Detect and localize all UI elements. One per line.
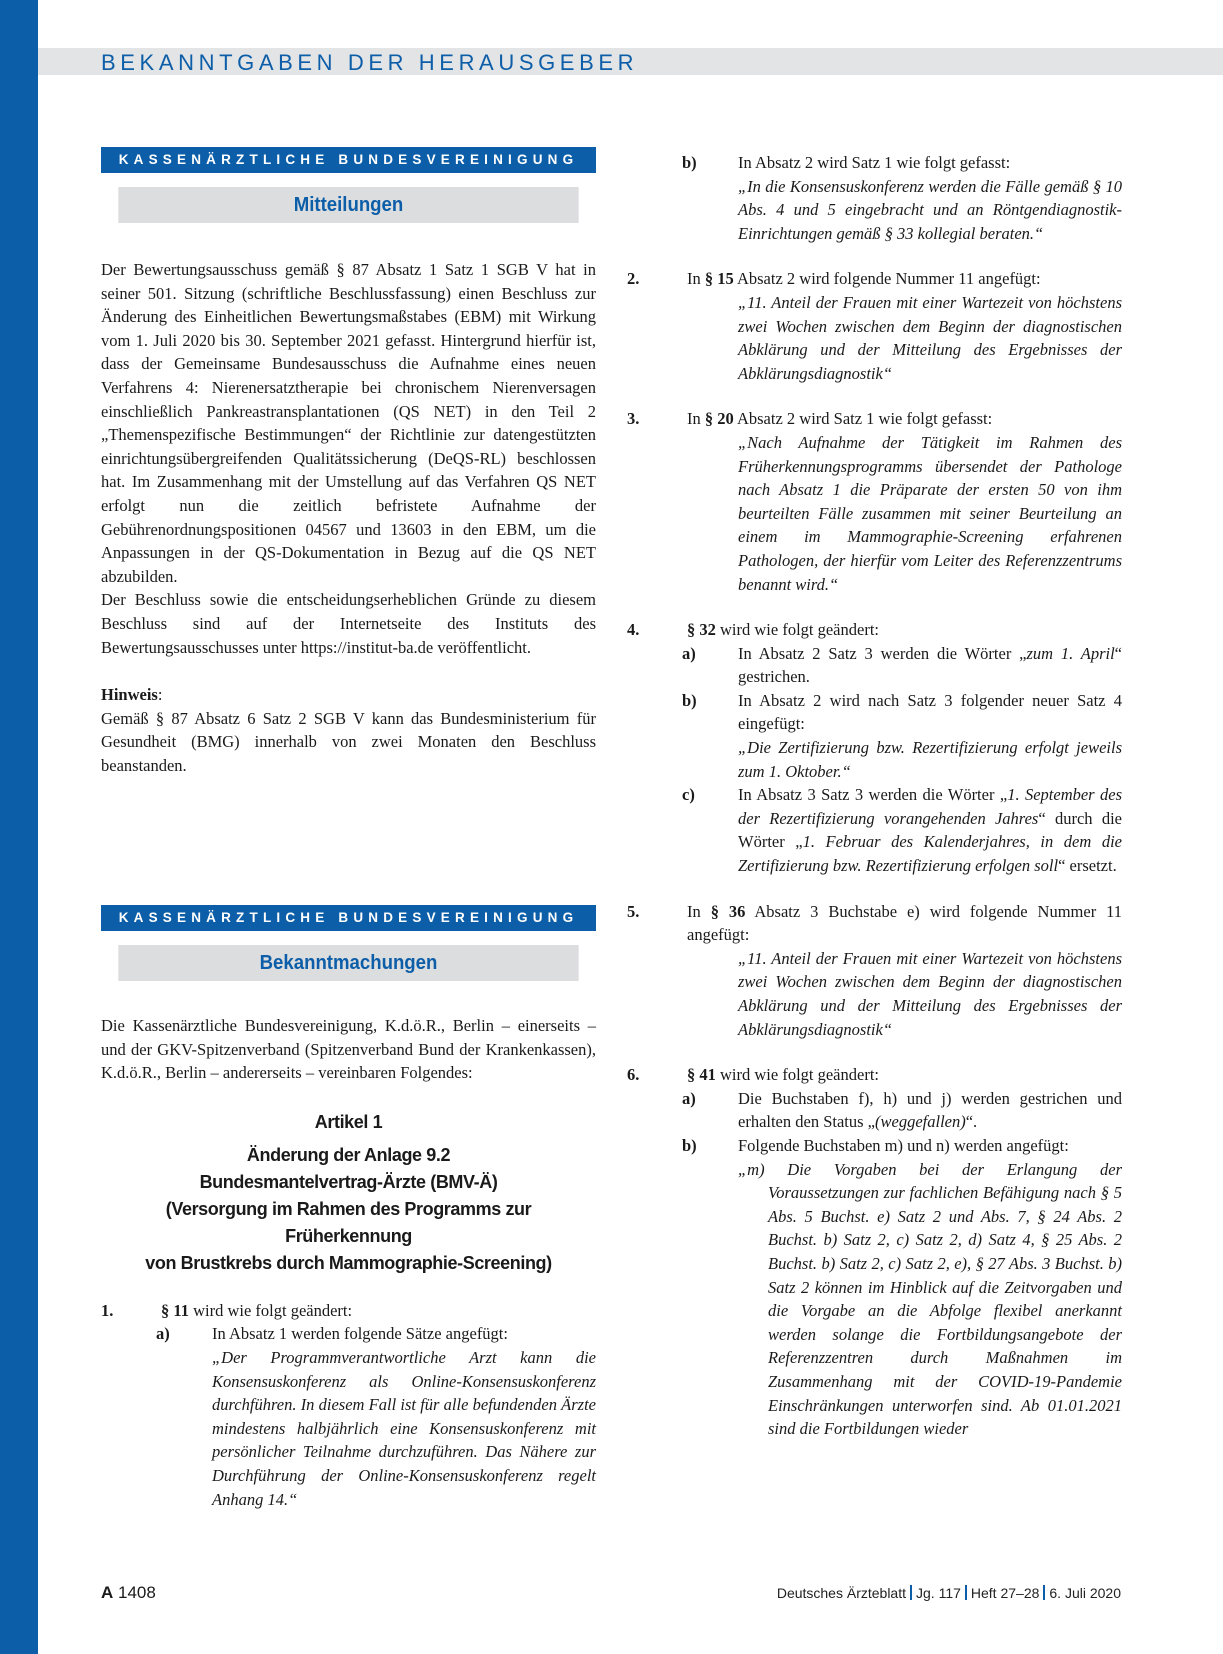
right-column bbox=[627, 151, 1122, 1441]
section-title: Mitteilungen bbox=[118, 187, 578, 223]
list-item: 4. § 32 wird wie folgt geändert: bbox=[627, 620, 879, 640]
hint-text: Gemäß § 87 Absatz 6 Satz 2 SGB V kann das Bundesministerium für Gesundheit (BMG) innerhalb von zwei Monaten den Beschluss beanstanden. bbox=[101, 708, 596, 775]
mitteilungen-block bbox=[101, 147, 596, 777]
list-item: 2. In § 15 Absatz 2 wird folgende Nummer 11 angefügt: bbox=[627, 269, 1041, 289]
page-header-title: BEKANNTGABEN DER HERAUSGEBER bbox=[101, 50, 639, 75]
list-item: 6. § 41 wird wie folgt geändert: bbox=[627, 1065, 879, 1085]
intro-paragraph: Die Kassenärztliche Bundesvereinigung, K.d.ö.R., Berlin – einerseits – und der GKV-Spitzenverband (Spitzenverband Bund der Krankenkassen), K.d.ö.R., Berlin – andererseits – vereinbaren Folgendes: bbox=[101, 1016, 596, 1083]
list-item: 5. In § 36 Absatz 3 Buchstabe e) wird folgende Nummer 11 angefügt: bbox=[627, 901, 1123, 945]
list-item: 1. § 11 wird wie folgt geändert: bbox=[101, 1300, 353, 1320]
sub-item: a) In Absatz 1 werden folgende Sätze angefügt: „Der Programmverantwortliche Arzt kann die Konsensuskonferenz als Online-Konsensuskonferenz durchführen. In diesem Fall ist für alle befundenden Ärzte mindestens halbjährlich eine Konsensuskonferenz mit persönlicher Teilnahme durchzuführen. Das Nähere zur Durchführung der Online-Konsensuskonferenz regelt Anhang 14.“ bbox=[156, 1324, 596, 1509]
sub-item: b) In Absatz 2 wird nach Satz 3 folgender neuer Satz 4 eingefügt: „Die Zertifizierung bzw. Rezertifizierung erfolgt jeweils zum 1. Oktober.“ bbox=[682, 690, 1122, 781]
article-title: Artikel 1 bbox=[314, 1111, 383, 1132]
quote: „Nach Aufnahme der Tätigkeit im Rahmen des Früherkennungsprogramms übersendet der Pathologe nach Absatz 1 die Präparate der ersten 50 von ihm beurteilten Fälle zusammen mit seiner Beurteilung an einem im Mammographie-Screening erfahrenen Pathologen, der hierfür vom Leiter des Referenzzentrums benannt wird.“ bbox=[738, 432, 1122, 594]
sub-item: b) In Absatz 2 wird Satz 1 wie folgt gefasst: „In die Konsensuskonferenz werden die Fälle gemäß § 10 Abs. 4 und 5 eingebracht und an Röntgendiagnostik-Einrichtungen gemäß § 33 kollegial beraten.“ bbox=[682, 153, 1122, 243]
org-banner: KASSENÄRZTLICHE BUNDESVEREINIGUNG bbox=[101, 905, 596, 931]
org-banner: KASSENÄRZTLICHE BUNDESVEREINIGUNG bbox=[101, 147, 596, 173]
body-paragraph: Der Beschluss sowie die entscheidungserheblichen Gründe zu diesem Beschluss sind auf der Internetseite des Instituts des Bewertungsausschusses unter https://institut-ba.de veröffentlicht. bbox=[101, 590, 596, 657]
quote: „11. Anteil der Frauen mit einer Wartezeit von höchstens zwei Wochen zwischen dem Beginn der diagnostischen Abklärung und der Mitteilung des Ergebnisses der Abklärungsdiagnostik“ bbox=[738, 948, 1122, 1039]
page-number: A 1408 bbox=[101, 1583, 156, 1602]
sub-item: a) Die Buchstaben f), h) und j) werden gestrichen und erhalten den Status „(weggefallen)“. bbox=[682, 1088, 1122, 1132]
article-heading: Änderung der Anlage 9.2 Bundesmantelvertrag-Ärzte (BMV-Ä) (Versorgung im Rahmen des Programms zur Früherkennung von Brustkrebs durch Mammographie-Screening) bbox=[145, 1144, 552, 1273]
section-title: Bekanntmachungen bbox=[118, 945, 578, 981]
body-paragraph: Der Bewertungsausschuss gemäß § 87 Absatz 1 Satz 1 SGB V hat in seiner 501. Sitzung (schriftliche Beschlussfassung) einen Beschluss zur Änderung des Einheitlichen Bewertungsmaßstabes (EBM) mit Wirkung vom 1. Juli 2020 bis 30. September 2021 gefasst. Hintergrund hierfür ist, dass der Gemeinsame Bundesausschuss die Aufnahme eines neuen Verfahrens 4: Nierenersatztherapie bei chronischem Nierenversagen einschließlich Pankreastransplantationen (QS NET) in den Teil 2 „Themenspezifische Bestimmungen“ der Richtlinie zur datengestützten einrichtungsübergreifenden Qualitätssicherung (DeQS-RL) beschlossen hat. Im Zusammenhang mit der Umstellung auf das Verfahren QS NET erfolgt nun die zeitlich befristete Aufnahme der Gebührenordnungspositionen 04567 und 13603 in den EBM, um die Anpassungen in der QS-Dokumentation in Bezug auf die QS NET abzubilden. bbox=[101, 260, 596, 586]
left-color-bar bbox=[0, 0, 38, 1654]
sub-item: b) Folgende Buchstaben m) und n) werden angefügt: „m) Die Vorgaben bei der Erlangung der Voraussetzungen zur fachlichen Befähigung nach § 5 Abs. 5 Buchst. e) Satz 2 und Abs. 7, § 24 Abs. 2 Buchst. b) Satz 2, c) Satz 2, d) Satz 4, § 25 Abs. 2 Buchst. b) Satz 2, c) Satz 2, e), § 27 Abs. 3 Buchst. b) Satz 2 können im Hinblick auf die Zeitvorgaben und die Vorgabe an die Abfolge flexibel anerkannt werden solange die Fortbildungsangebote der Referenzzentren durch Maßnahmen im Zusammenhang mit der COVID-19-Pandemie Einschränkungen unterworfen sind. Ab 01.01.2021 sind die Fortbildungen wieder bbox=[682, 1135, 1122, 1439]
sub-item: c) In Absatz 3 Satz 3 werden die Wörter „1. September des der Rezertifizierung vorangehenden Jahres“ durch die Wörter „1. Februar des Kalenderjahres, in dem die Zertifizierung bzw. Rezertifizierung erfolgen soll“ ersetzt. bbox=[682, 785, 1122, 876]
bekanntmachungen-block bbox=[101, 905, 596, 1511]
quote: „11. Anteil der Frauen mit einer Wartezeit von höchstens zwei Wochen zwischen dem Beginn der diagnostischen Abklärung und der Mitteilung des Ergebnisses der Abklärungsdiagnostik“ bbox=[738, 292, 1122, 383]
journal-footer: Deutsches Ärzteblatt Jg. 117 Heft 27–28 6. Juli 2020 bbox=[776, 1585, 1121, 1601]
hint-heading: Hinweis: bbox=[101, 685, 163, 705]
list-item: 3. In § 20 Absatz 2 wird Satz 1 wie folgt gefasst: bbox=[627, 409, 993, 429]
sub-item: a) In Absatz 2 Satz 3 werden die Wörter „zum 1. April“ gestrichen. bbox=[682, 643, 1122, 687]
